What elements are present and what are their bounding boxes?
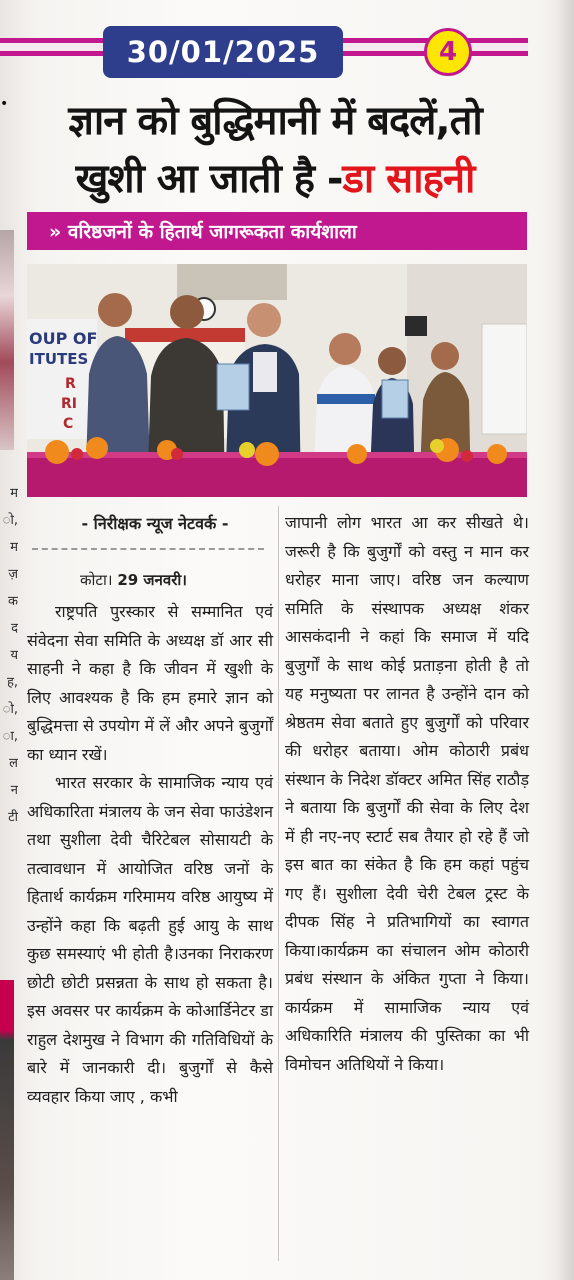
dateline-place: कोटा।	[80, 571, 113, 589]
adjacent-page-fragment: ह,	[6, 675, 18, 690]
event-photo-illustration	[27, 264, 527, 497]
dateline-date: 29 जनवरी।	[117, 571, 187, 589]
article-paragraph-3: जापानी लोग भारत आ कर सीखते थे। जरूरी है कि बुजुर्गों को वस्तु न मान कर धरोहर माना जाए। वरिष्ठ जन कल्याण समिति के संस्थापक अध्यक्ष शंकर आसकंदानी ने कहां कि समाज में यदि बुजुर्गों के साथ कोई प्रताड़ना होती है तो यह मनुष्यता पर लानत है उन्होंने दान को श्रेष्ठतम सेवा बताते हुए बुजुर्गों को परिवार की धरोहर बताया। ओम कोठारी प्रबंध संस्थान के निदेश डॉक्टर अमित सिंह राठौड़ ने बताया कि बुजुर्गों की सेवा के लिए देश में ही नए-नए स्टार्ट सब तैयार हो रहे हैं जो इस बात का संकेत है कि हम कहां पहुंच गए हैं। सुशीला देवी चेरी टेबल ट्रस्ट के दीपक सिंह ने प्रतिभागियों का स्वागत किया।कार्यक्रम का संचालन ओम कोठारी प्रबंध संस्थान के अंकित गुप्ता ने किया। कार्यक्रम में सामाजिक न्याय एवं अधिकारिति मंत्रालय की पुस्तिका का भी विमोचन अतिथियों ने किया।	[285, 513, 529, 1074]
article-byline: - निरीक्षक न्यूज नेटवर्क -	[81, 514, 229, 533]
page-number-badge: 4	[424, 28, 472, 76]
subheading-bar: » वरिष्ठजनों के हितार्थ जागरूकता कार्यशाला	[27, 212, 527, 250]
column-divider	[278, 506, 279, 1261]
adjacent-page-fragment: ल	[9, 756, 18, 771]
banner-fragment-1: OUP OF	[29, 329, 98, 348]
headline	[22, 92, 528, 208]
issue-date: 30/01/2025	[103, 26, 343, 78]
article-dateline	[80, 570, 187, 590]
adjacent-page-fragment: ो,	[2, 702, 18, 717]
adjacent-page-fragment: ा,	[2, 729, 18, 744]
headline-line-2	[22, 150, 528, 208]
banner-fragment-4: RI	[61, 396, 77, 412]
page-edge-shadow	[556, 0, 574, 1280]
adjacent-page-column	[0, 480, 18, 860]
adjacent-page-fragment: ज़	[8, 567, 18, 582]
banner-fragment-2: ITUTES	[29, 350, 89, 368]
adjacent-page-photo-bottom	[0, 980, 14, 1280]
banner-fragment-3: R	[65, 376, 76, 392]
article-paragraph-2: भारत सरकार के सामाजिक न्याय एवं अधिकारिता मंत्रालय के जन सेवा फाउंडेशन तथा सुशीला देवी चैरिटेबल सोसायटी के तत्वावधान में आयोजित वरिष्ठ जनों के हितार्थ कार्यक्रम गरिमामय वरिष्ठ आयुष्य में उन्होंने कहा कि बढ़ती हुई आयु के साथ कुछ समस्याएं भी होती है।उनका निराकरण छोटी छोटी प्रसन्नता के साथ हो सकता है। इस अवसर पर कार्यक्रम के कोआर्डिनेटर डा राहुल देशमुख ने विभाग की गतिविधियों के बारे में जानकारी दी। बुजुर्गों से कैसे व्यवहार किया जाए , कभी	[27, 773, 273, 1106]
adjacent-page-fragment: क	[8, 594, 18, 609]
adjacent-page-fragment: म	[10, 486, 18, 501]
banner-fragment-5: C	[63, 416, 74, 432]
article-column-right	[285, 509, 529, 1079]
headline-line-1: ज्ञान को बुद्धिमानी में बदलें,तो	[68, 98, 482, 144]
adjacent-page-fragment: य	[10, 648, 18, 663]
adjacent-page-fragment: ो,	[2, 513, 18, 528]
adjacent-page-fragment: टी	[8, 810, 18, 825]
adjacent-page-fragment: द	[11, 621, 18, 636]
byline-divider	[32, 548, 264, 550]
article-column-left	[27, 598, 273, 1111]
headline-speaker: डा साहनी	[342, 156, 475, 202]
adjacent-page-fragment: न	[10, 783, 18, 798]
headline-line-2-main: खुशी आ जाती है -	[75, 156, 343, 202]
adjacent-page-mark: •	[0, 96, 9, 112]
adjacent-page-fragment: म	[10, 540, 18, 555]
article-paragraph-1: राष्ट्रपति पुरस्कार से सम्मानित एवं संवेदना सेवा समिति के अध्यक्ष डॉ आर सी साहनी ने कहा है कि जीवन में खुशी के लिए आवश्यक है कि हम हमारे ज्ञान को बुद्धिमत्ता से उपयोग में लें और अपने बुजुर्गों का ध्यान रखें।	[27, 602, 273, 764]
event-photo	[27, 264, 527, 497]
adjacent-page-photo-top	[0, 230, 14, 450]
